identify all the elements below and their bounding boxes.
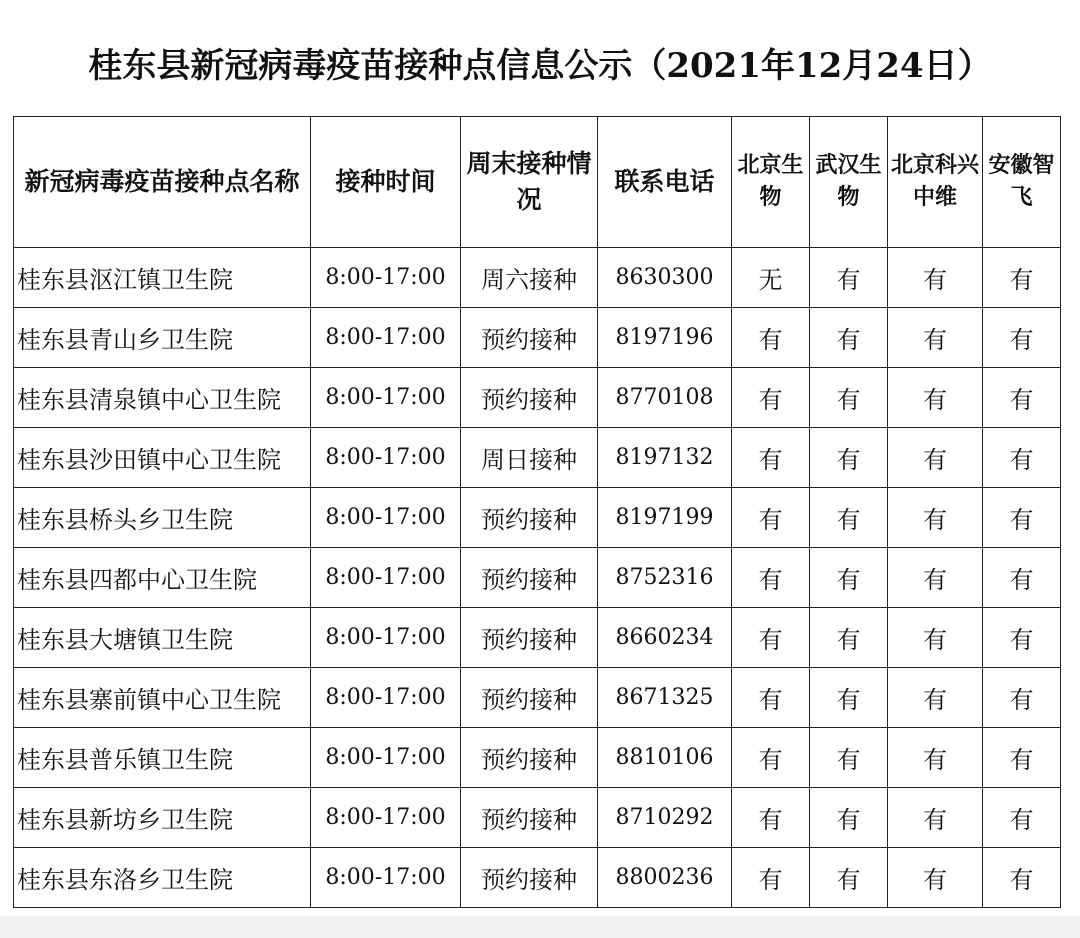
weekend-cell: 预约接种 bbox=[461, 488, 598, 548]
wuhan-bio-cell: 有 bbox=[810, 248, 888, 308]
page-title: 桂东县新冠病毒疫苗接种点信息公示（2021年12月24日） bbox=[88, 46, 992, 86]
bottom-margin-strip bbox=[0, 916, 1080, 938]
zhifei-cell: 有 bbox=[983, 488, 1061, 548]
sinovac-cell: 有 bbox=[888, 608, 983, 668]
table-row bbox=[14, 428, 1061, 488]
sinovac-cell: 有 bbox=[888, 788, 983, 848]
wuhan-bio-cell: 有 bbox=[810, 548, 888, 608]
beijing-bio-cell: 有 bbox=[732, 308, 810, 368]
weekend-cell: 周六接种 bbox=[461, 248, 598, 308]
beijing-bio-cell: 有 bbox=[732, 728, 810, 788]
sinovac-cell: 有 bbox=[888, 308, 983, 368]
beijing-bio-cell: 有 bbox=[732, 368, 810, 428]
hours-cell: 8:00-17:00 bbox=[311, 428, 461, 488]
sinovac-cell: 有 bbox=[888, 428, 983, 488]
site-name-cell: 桂东县寨前镇中心卫生院 bbox=[14, 668, 311, 728]
sinovac-cell: 有 bbox=[888, 488, 983, 548]
weekend-cell: 预约接种 bbox=[461, 788, 598, 848]
wuhan-bio-cell: 有 bbox=[810, 788, 888, 848]
beijing-bio-cell: 无 bbox=[732, 248, 810, 308]
phone-cell: 8671325 bbox=[598, 668, 732, 728]
sinovac-cell: 有 bbox=[888, 548, 983, 608]
zhifei-cell: 有 bbox=[983, 788, 1061, 848]
phone-cell: 8752316 bbox=[598, 548, 732, 608]
beijing-bio-cell: 有 bbox=[732, 668, 810, 728]
phone-cell: 8197132 bbox=[598, 428, 732, 488]
wuhan-bio-cell: 有 bbox=[810, 308, 888, 368]
vaccination-sites-table bbox=[13, 116, 1061, 908]
phone-cell: 8660234 bbox=[598, 608, 732, 668]
site-name-cell: 桂东县清泉镇中心卫生院 bbox=[14, 368, 311, 428]
wuhan-bio-cell: 有 bbox=[810, 488, 888, 548]
beijing-bio-cell: 有 bbox=[732, 788, 810, 848]
site-name-cell: 桂东县四都中心卫生院 bbox=[14, 548, 311, 608]
beijing-bio-cell: 有 bbox=[732, 608, 810, 668]
table-row bbox=[14, 488, 1061, 548]
site-name-cell: 桂东县沙田镇中心卫生院 bbox=[14, 428, 311, 488]
wuhan-bio-cell: 有 bbox=[810, 428, 888, 488]
zhifei-cell: 有 bbox=[983, 308, 1061, 368]
table-row bbox=[14, 668, 1061, 728]
zhifei-cell: 有 bbox=[983, 608, 1061, 668]
hours-cell: 8:00-17:00 bbox=[311, 788, 461, 848]
weekend-cell: 预约接种 bbox=[461, 848, 598, 908]
hours-cell: 8:00-17:00 bbox=[311, 248, 461, 308]
phone-cell: 8810106 bbox=[598, 728, 732, 788]
site-name-cell: 桂东县大塘镇卫生院 bbox=[14, 608, 311, 668]
weekend-cell: 预约接种 bbox=[461, 608, 598, 668]
column-header-beijing-bio: 北京生物 bbox=[732, 117, 810, 248]
wuhan-bio-cell: 有 bbox=[810, 368, 888, 428]
weekend-cell: 预约接种 bbox=[461, 668, 598, 728]
wuhan-bio-cell: 有 bbox=[810, 848, 888, 908]
hours-cell: 8:00-17:00 bbox=[311, 608, 461, 668]
zhifei-cell: 有 bbox=[983, 728, 1061, 788]
table-header-row bbox=[14, 117, 1061, 248]
hours-cell: 8:00-17:00 bbox=[311, 368, 461, 428]
beijing-bio-cell: 有 bbox=[732, 488, 810, 548]
sinovac-cell: 有 bbox=[888, 728, 983, 788]
weekend-cell: 预约接种 bbox=[461, 728, 598, 788]
table-body bbox=[14, 248, 1061, 908]
column-header-zhifei: 安徽智飞 bbox=[983, 117, 1061, 248]
site-name-cell: 桂东县沤江镇卫生院 bbox=[14, 248, 311, 308]
hours-cell: 8:00-17:00 bbox=[311, 308, 461, 368]
table-row bbox=[14, 608, 1061, 668]
wuhan-bio-cell: 有 bbox=[810, 728, 888, 788]
zhifei-cell: 有 bbox=[983, 548, 1061, 608]
phone-cell: 8197199 bbox=[598, 488, 732, 548]
weekend-cell: 周日接种 bbox=[461, 428, 598, 488]
beijing-bio-cell: 有 bbox=[732, 428, 810, 488]
zhifei-cell: 有 bbox=[983, 428, 1061, 488]
site-name-cell: 桂东县普乐镇卫生院 bbox=[14, 728, 311, 788]
phone-cell: 8197196 bbox=[598, 308, 732, 368]
weekend-cell: 预约接种 bbox=[461, 368, 598, 428]
site-name-cell: 桂东县新坊乡卫生院 bbox=[14, 788, 311, 848]
site-name-cell: 桂东县青山乡卫生院 bbox=[14, 308, 311, 368]
column-header-weekend: 周末接种情况 bbox=[461, 117, 598, 248]
wuhan-bio-cell: 有 bbox=[810, 668, 888, 728]
zhifei-cell: 有 bbox=[983, 668, 1061, 728]
phone-cell: 8770108 bbox=[598, 368, 732, 428]
column-header-sinovac: 北京科兴中维 bbox=[888, 117, 983, 248]
table-row bbox=[14, 368, 1061, 428]
phone-cell: 8710292 bbox=[598, 788, 732, 848]
weekend-cell: 预约接种 bbox=[461, 308, 598, 368]
hours-cell: 8:00-17:00 bbox=[311, 488, 461, 548]
table-row bbox=[14, 848, 1061, 908]
zhifei-cell: 有 bbox=[983, 848, 1061, 908]
sinovac-cell: 有 bbox=[888, 848, 983, 908]
beijing-bio-cell: 有 bbox=[732, 848, 810, 908]
site-name-cell: 桂东县桥头乡卫生院 bbox=[14, 488, 311, 548]
hours-cell: 8:00-17:00 bbox=[311, 728, 461, 788]
column-header-wuhan-bio: 武汉生物 bbox=[810, 117, 888, 248]
hours-cell: 8:00-17:00 bbox=[311, 668, 461, 728]
phone-cell: 8800236 bbox=[598, 848, 732, 908]
sinovac-cell: 有 bbox=[888, 668, 983, 728]
table-row bbox=[14, 728, 1061, 788]
site-name-cell: 桂东县东洛乡卫生院 bbox=[14, 848, 311, 908]
table-row bbox=[14, 548, 1061, 608]
table-row bbox=[14, 248, 1061, 308]
sinovac-cell: 有 bbox=[888, 368, 983, 428]
sinovac-cell: 有 bbox=[888, 248, 983, 308]
beijing-bio-cell: 有 bbox=[732, 548, 810, 608]
column-header-site-name: 新冠病毒疫苗接种点名称 bbox=[14, 117, 311, 248]
phone-cell: 8630300 bbox=[598, 248, 732, 308]
table-row bbox=[14, 308, 1061, 368]
hours-cell: 8:00-17:00 bbox=[311, 848, 461, 908]
hours-cell: 8:00-17:00 bbox=[311, 548, 461, 608]
zhifei-cell: 有 bbox=[983, 248, 1061, 308]
weekend-cell: 预约接种 bbox=[461, 548, 598, 608]
zhifei-cell: 有 bbox=[983, 368, 1061, 428]
wuhan-bio-cell: 有 bbox=[810, 608, 888, 668]
table-row bbox=[14, 788, 1061, 848]
column-header-hours: 接种时间 bbox=[311, 117, 461, 248]
column-header-phone: 联系电话 bbox=[598, 117, 732, 248]
